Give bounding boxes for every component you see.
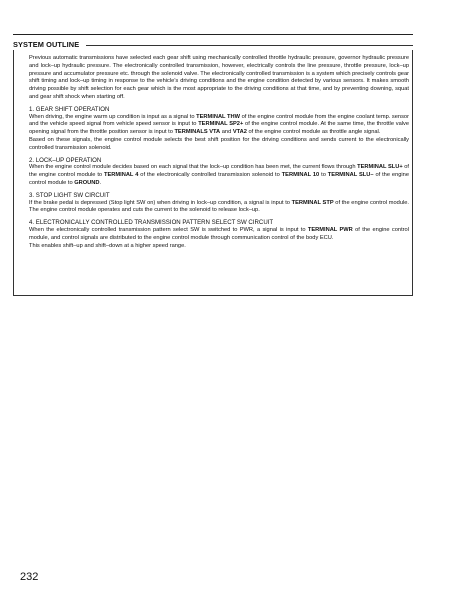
ground-label: GROUND (74, 179, 100, 186)
stop-light-paragraph: If the brake pedal is depressed (Stop light SW on) when driving in lock–up condition, a signal is input to TERMINAL STP of the engine control module. The engine control module operates and cuts the current to the solenoid to release lock–up. (29, 199, 410, 214)
terminal-label: TERMINAL THW (196, 113, 240, 120)
page-number: 232 (20, 571, 39, 583)
section-heading-stop-light: 3. STOP LIGHT SW CIRCUIT (29, 191, 110, 199)
terminal-label: TERMINAL SLU– (327, 172, 374, 179)
section-heading-pattern-select: 4. ELECTRONICALLY CONTROLLED TRANSMISSION PATTERN SELECT SW CIRCUIT (29, 219, 274, 227)
terminal-label: TERMINAL SLU+ (357, 164, 403, 171)
terminal-label: TERMINAL 4 (104, 172, 139, 179)
terminal-label: VTA2 (232, 129, 247, 136)
pattern-select-paragraph-2: This enables shift–up and shift–down at a higher speed range. (29, 242, 186, 249)
terminal-label: TERMINAL 10 (281, 172, 320, 179)
section-title: SYSTEM OUTLINE (13, 40, 83, 49)
header-line (86, 45, 413, 46)
top-rule (13, 34, 413, 35)
terminal-label: TERMINAL SP2+ (198, 121, 244, 128)
terminal-label: TERMINAL STP (291, 199, 334, 206)
pattern-select-paragraph: When the electronically controlled transmission pattern select SW is switched to PWR, a signal is input to TERMINAL PWR of the engine control module, and control signals are distributed to the engine control module through communication control of the body ECU. (29, 226, 409, 241)
intro-paragraph: Previous automatic transmissions have selected each gear shift using mechanically controlled throttle hydraulic pressure, governor hydraulic pressure and lock–up hydraulic pressure. The electronically controlled transmission, however, electrically controls the line pressure, throttle pressure, lock–up pressure and accumulator pressure etc. through the solenoid valve. The electronically controlled transmission is a system which precisely controls gear shift timing and lock–up timing in response to the vehicle’s driving conditions and the engine condition detected by various sensors. It makes smooth driving possible by shift selection for each gear which is the most appropriate to the driving conditions at that time, and by preventing downing, squat and gear shift shock when starting off. (29, 55, 409, 100)
section-heading-gear-shift: 1. GEAR SHIFT OPERATION (29, 105, 110, 113)
gear-shift-paragraph-2: Based on these signals, the engine control module selects the best shift position for the driving conditions and sends current to the electronically controlled transmission solenoid. (29, 136, 409, 151)
outline-content (29, 55, 409, 250)
terminal-label: TERMINAL PWR (307, 226, 353, 233)
section-heading-lock-up: 2. LOCK–UP OPERATION (29, 156, 102, 164)
terminal-label: TERMINALS VTA (174, 129, 221, 136)
gear-shift-paragraph: When driving, the engine warm up condition is input as a signal to TERMINAL THW of the engine control module from the engine coolant temp. sensor and the vehicle speed signal from vehicle speed sensor is input to TERMINAL SP2+ of the engine control module. At the same time, the throttle valve opening signal from the throttle position sensor is input to TERMINALS VTA and VTA2 of the engine control module as throttle angle signal. (29, 113, 410, 136)
lock-up-paragraph: When the engine control module decides based on each signal that the lock–up condition has been met, the current flows through TERMINAL SLU+ of the engine control module to TERMINAL 4 of the electronically controlled transmission solenoid to TERMINAL 10 to TERMINAL SLU– of the engine control module to GROUND. (29, 164, 410, 186)
